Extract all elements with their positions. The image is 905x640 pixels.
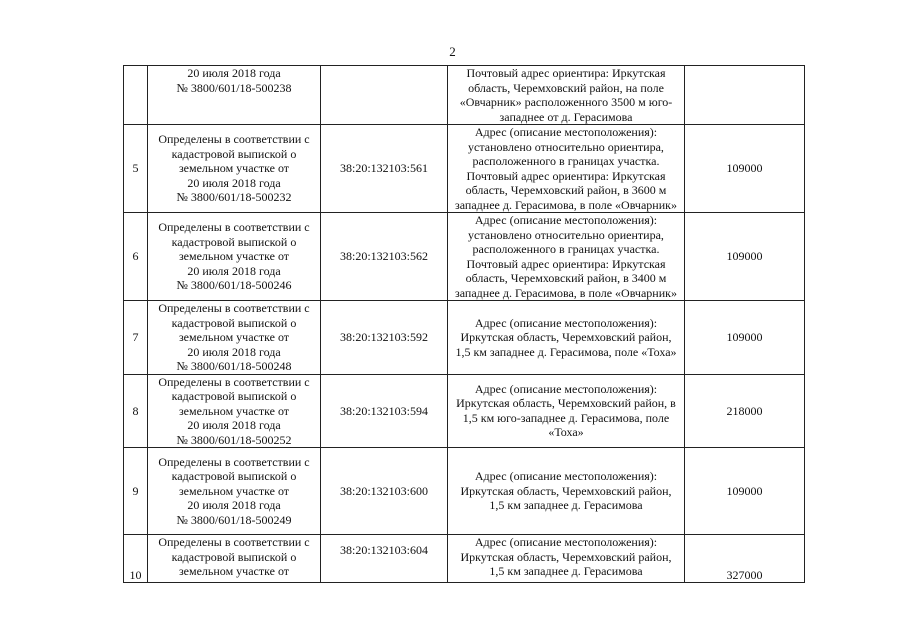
cadastral-number-cell: 38:20:132103:592 bbox=[321, 301, 448, 375]
address-cell: Почтовый адрес ориентира: Иркутская область, Черемховский район, на поле «Овчарник» расположенного 3500 м юго- западнее от д. Герасимова bbox=[448, 66, 685, 125]
cadastral-number-cell: 38:20:132103:604 bbox=[321, 535, 448, 583]
cadastral-number-cell bbox=[321, 66, 448, 125]
address-cell: Адрес (описание местоположения): Иркутская область, Черемховский район, 1,5 км западнее д. Герасимова bbox=[448, 535, 685, 583]
row-number-cell bbox=[124, 66, 148, 125]
table-row bbox=[124, 301, 805, 375]
basis-cell: Определены в соответствии с кадастровой выпиской о земельном участке от bbox=[148, 535, 321, 583]
row-number-cell: 7 bbox=[124, 301, 148, 375]
cadastral-number-cell: 38:20:132103:561 bbox=[321, 125, 448, 213]
area-cell: 327000 bbox=[685, 535, 805, 583]
basis-cell: 20 июля 2018 года № 3800/601/18-500238 bbox=[148, 66, 321, 125]
table-row bbox=[124, 535, 805, 583]
address-cell: Адрес (описание местоположения): установлено относительно ориентира, расположенного в границах участка. Почтовый адрес ориентира: Иркутская область, Черемховский район, в 3400 м западнее д. Герасимова, в поле «Овчарник» bbox=[448, 213, 685, 301]
row-number-cell: 8 bbox=[124, 374, 148, 448]
address-cell: Адрес (описание местоположения): Иркутская область, Черемховский район, в 1,5 км юго-западнее д. Герасимова, поле «Тоха» bbox=[448, 374, 685, 448]
table-row bbox=[124, 448, 805, 535]
area-cell: 109000 bbox=[685, 448, 805, 535]
row-number-cell: 10 bbox=[124, 535, 148, 583]
row-number-cell: 6 bbox=[124, 213, 148, 301]
address-cell: Адрес (описание местоположения): Иркутская область, Черемховский район, 1,5 км западнее д. Герасимова, поле «Тоха» bbox=[448, 301, 685, 375]
address-cell: Адрес (описание местоположения): Иркутская область, Черемховский район, 1,5 км западнее д. Герасимова bbox=[448, 448, 685, 535]
basis-cell: Определены в соответствии с кадастровой выпиской о земельном участке от 20 июля 2018 года № 3800/601/18-500252 bbox=[148, 374, 321, 448]
cadastral-number-cell: 38:20:132103:562 bbox=[321, 213, 448, 301]
area-cell bbox=[685, 66, 805, 125]
table-row bbox=[124, 125, 805, 213]
table-row bbox=[124, 213, 805, 301]
basis-cell: Определены в соответствии с кадастровой выпиской о земельном участке от 20 июля 2018 года № 3800/601/18-500232 bbox=[148, 125, 321, 213]
basis-cell: Определены в соответствии с кадастровой выпиской о земельном участке от 20 июля 2018 года № 3800/601/18-500246 bbox=[148, 213, 321, 301]
basis-cell: Определены в соответствии с кадастровой выпиской о земельном участке от 20 июля 2018 года № 3800/601/18-500248 bbox=[148, 301, 321, 375]
basis-cell: Определены в соответствии с кадастровой выпиской о земельном участке от 20 июля 2018 года № 3800/601/18-500249 bbox=[148, 448, 321, 535]
page-number: 2 bbox=[449, 44, 456, 59]
row-number-cell: 5 bbox=[124, 125, 148, 213]
area-cell: 218000 bbox=[685, 374, 805, 448]
address-cell: Адрес (описание местоположения): установлено относительно ориентира, расположенного в границах участка. Почтовый адрес ориентира: Иркутская область, Черемховский район, в 3600 м западнее д. Герасимова, в поле «Овчарник» bbox=[448, 125, 685, 213]
table-row bbox=[124, 374, 805, 448]
area-cell: 109000 bbox=[685, 125, 805, 213]
area-cell: 109000 bbox=[685, 301, 805, 375]
area-cell: 109000 bbox=[685, 213, 805, 301]
cadastral-number-cell: 38:20:132103:594 bbox=[321, 374, 448, 448]
cadastral-number-cell: 38:20:132103:600 bbox=[321, 448, 448, 535]
row-number-cell: 9 bbox=[124, 448, 148, 535]
table-row-continued bbox=[124, 66, 805, 125]
land-plots-table bbox=[123, 65, 805, 583]
